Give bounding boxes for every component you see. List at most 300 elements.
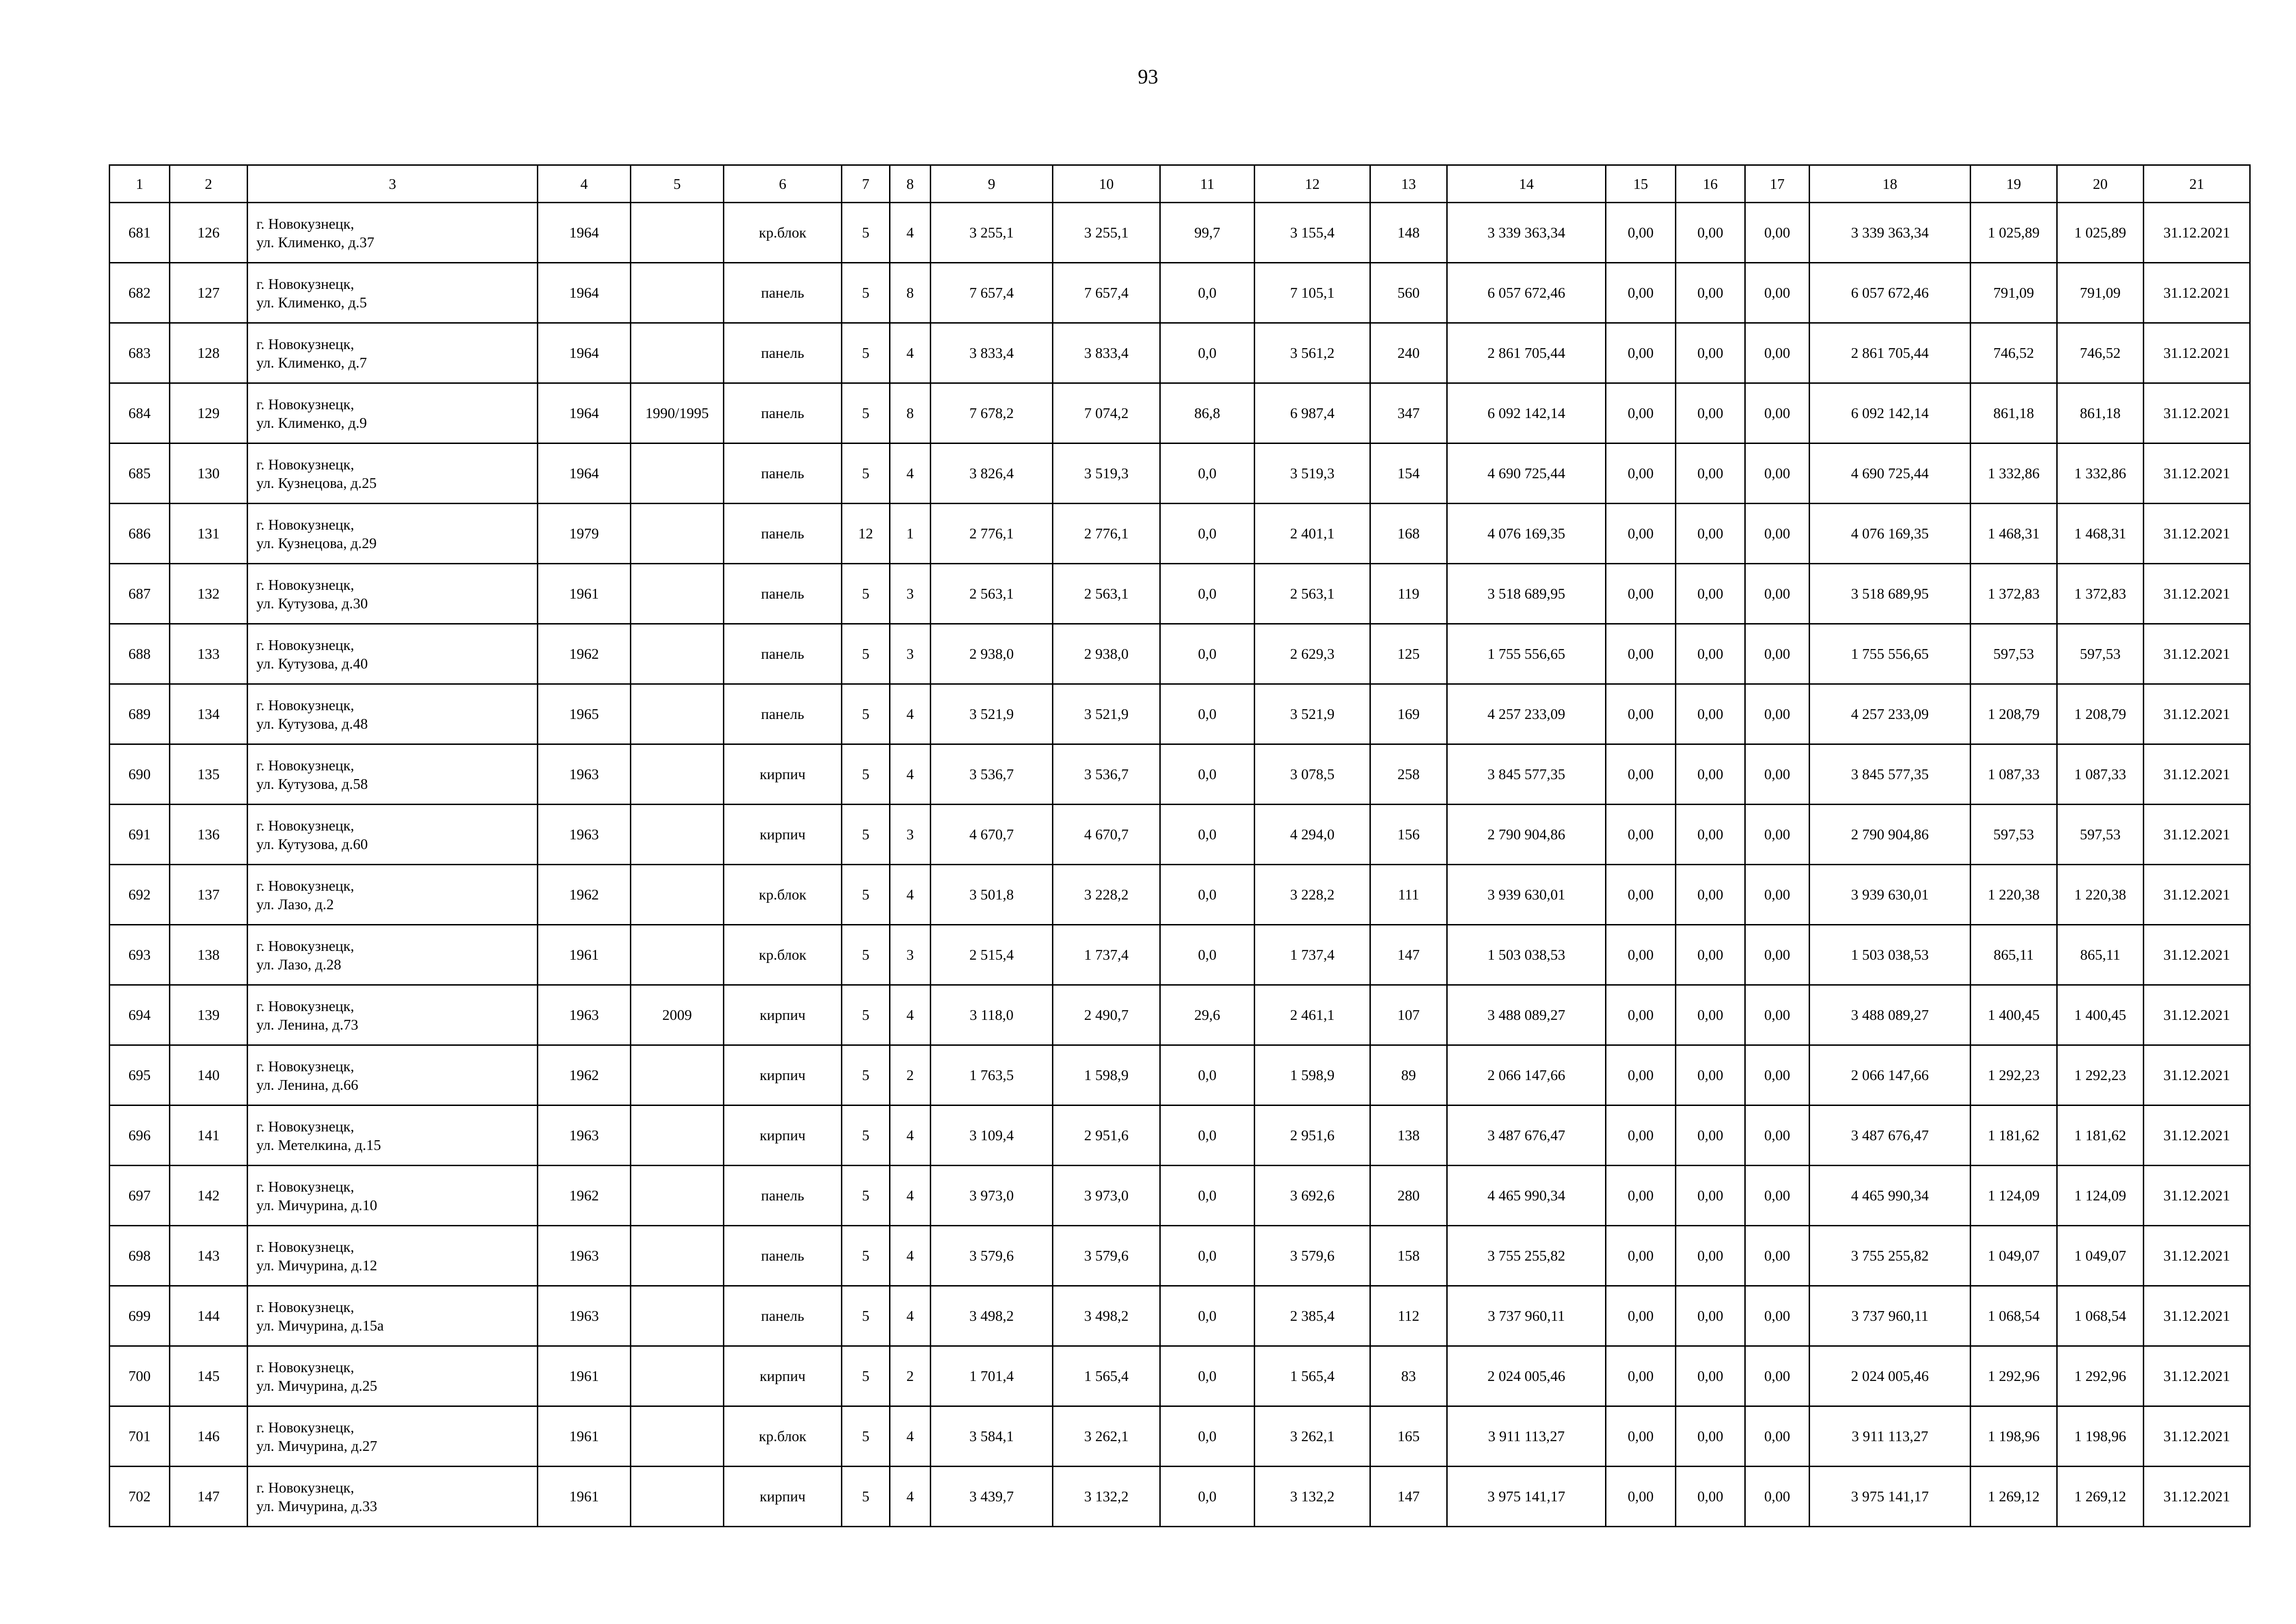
table-cell-col-12: 3 692,6 xyxy=(1255,1166,1370,1226)
table-cell-col-5 xyxy=(631,1226,724,1286)
table-row xyxy=(110,263,2250,323)
address-cell xyxy=(248,504,538,564)
table-cell-col-18: 3 755 255,82 xyxy=(1810,1226,1971,1286)
table-cell-col-16: 0,00 xyxy=(1676,1166,1745,1226)
table-cell-col-7: 12 xyxy=(842,504,890,564)
table-cell-col-2: 135 xyxy=(170,744,248,805)
table-cell-col-12: 6 987,4 xyxy=(1255,383,1370,443)
table-cell-col-15: 0,00 xyxy=(1606,1226,1676,1286)
table-cell-col-18: 3 939 630,01 xyxy=(1810,865,1971,925)
table-cell-col-4: 1963 xyxy=(538,1226,631,1286)
table-cell-col-15: 0,00 xyxy=(1606,263,1676,323)
table-cell-col-2: 140 xyxy=(170,1045,248,1106)
table-cell-col-13: 280 xyxy=(1370,1166,1447,1226)
table-cell-col-7: 5 xyxy=(842,443,890,504)
table-cell-col-1: 702 xyxy=(110,1467,170,1527)
table-cell-col-9: 7 678,2 xyxy=(931,383,1053,443)
table-cell-col-11: 29,6 xyxy=(1160,985,1255,1045)
address-line: г. Новокузнецк, xyxy=(256,1418,355,1436)
column-header-11: 11 xyxy=(1160,165,1255,203)
table-cell-col-7: 5 xyxy=(842,1286,890,1346)
table-cell-col-17: 0,00 xyxy=(1745,383,1810,443)
table-cell-col-7: 5 xyxy=(842,624,890,684)
table-cell-col-12: 3 155,4 xyxy=(1255,203,1370,263)
address-line: ул. Мичурина, д.27 xyxy=(256,1437,377,1454)
table-cell-col-17: 0,00 xyxy=(1745,1166,1810,1226)
table-cell-col-18: 2 861 705,44 xyxy=(1810,323,1971,383)
address-line: г. Новокузнецк, xyxy=(256,335,355,352)
address-cell xyxy=(248,263,538,323)
table-cell-col-13: 347 xyxy=(1370,383,1447,443)
table-row xyxy=(110,865,2250,925)
table-cell-col-19: 597,53 xyxy=(1971,805,2057,865)
table-row xyxy=(110,203,2250,263)
table-cell-col-15: 0,00 xyxy=(1606,624,1676,684)
column-header-6: 6 xyxy=(724,165,842,203)
table-cell-col-9: 7 657,4 xyxy=(931,263,1053,323)
table-cell-col-5 xyxy=(631,1467,724,1527)
table-cell-col-7: 5 xyxy=(842,1106,890,1166)
table-cell-col-14: 6 057 672,46 xyxy=(1447,263,1606,323)
table-cell-col-15: 0,00 xyxy=(1606,564,1676,624)
table-cell-col-5 xyxy=(631,504,724,564)
table-cell-col-12: 3 262,1 xyxy=(1255,1406,1370,1467)
table-cell-col-17: 0,00 xyxy=(1745,1106,1810,1166)
table-cell-col-9: 1 763,5 xyxy=(931,1045,1053,1106)
table-cell-col-1: 687 xyxy=(110,564,170,624)
table-cell-col-11: 0,0 xyxy=(1160,1467,1255,1527)
table-cell-col-5 xyxy=(631,805,724,865)
table-cell-col-2: 142 xyxy=(170,1166,248,1226)
table-cell-col-6: панель xyxy=(724,564,842,624)
table-cell-col-17: 0,00 xyxy=(1745,1406,1810,1467)
table-cell-col-21: 31.12.2021 xyxy=(2144,684,2250,744)
table-cell-col-5 xyxy=(631,624,724,684)
table-cell-col-4: 1962 xyxy=(538,865,631,925)
table-cell-col-19: 791,09 xyxy=(1971,263,2057,323)
table-cell-col-10: 3 498,2 xyxy=(1053,1286,1160,1346)
table-cell-col-16: 0,00 xyxy=(1676,1406,1745,1467)
table-cell-col-8: 4 xyxy=(890,1286,931,1346)
table-cell-col-14: 2 066 147,66 xyxy=(1447,1045,1606,1106)
address-line: ул. Мичурина, д.10 xyxy=(256,1196,377,1213)
table-cell-col-10: 3 519,3 xyxy=(1053,443,1160,504)
table-cell-col-8: 3 xyxy=(890,805,931,865)
table-cell-col-12: 3 228,2 xyxy=(1255,865,1370,925)
table-cell-col-6: кр.блок xyxy=(724,1406,842,1467)
table-cell-col-6: кирпич xyxy=(724,805,842,865)
table-cell-col-12: 4 294,0 xyxy=(1255,805,1370,865)
table-cell-col-6: панель xyxy=(724,443,842,504)
table-cell-col-21: 31.12.2021 xyxy=(2144,443,2250,504)
table-cell-col-8: 1 xyxy=(890,504,931,564)
table-cell-col-20: 865,11 xyxy=(2057,925,2144,985)
table-cell-col-17: 0,00 xyxy=(1745,564,1810,624)
table-cell-col-19: 1 198,96 xyxy=(1971,1406,2057,1467)
table-cell-col-21: 31.12.2021 xyxy=(2144,1106,2250,1166)
table-cell-col-10: 3 262,1 xyxy=(1053,1406,1160,1467)
table-cell-col-5 xyxy=(631,1346,724,1406)
table-cell-col-2: 132 xyxy=(170,564,248,624)
table-cell-col-10: 3 973,0 xyxy=(1053,1166,1160,1226)
table-cell-col-5 xyxy=(631,925,724,985)
table-row xyxy=(110,323,2250,383)
table-cell-col-1: 682 xyxy=(110,263,170,323)
table-cell-col-18: 3 737 960,11 xyxy=(1810,1286,1971,1346)
table-cell-col-5 xyxy=(631,865,724,925)
table-cell-col-18: 3 518 689,95 xyxy=(1810,564,1971,624)
address-cell xyxy=(248,1045,538,1106)
table-cell-col-13: 154 xyxy=(1370,443,1447,504)
header-row xyxy=(110,165,2250,203)
table-cell-col-13: 147 xyxy=(1370,925,1447,985)
table-cell-col-16: 0,00 xyxy=(1676,443,1745,504)
table-cell-col-16: 0,00 xyxy=(1676,263,1745,323)
table-cell-col-19: 1 087,33 xyxy=(1971,744,2057,805)
table-cell-col-14: 1 503 038,53 xyxy=(1447,925,1606,985)
table-cell-col-16: 0,00 xyxy=(1676,383,1745,443)
address-cell xyxy=(248,985,538,1045)
table-cell-col-1: 686 xyxy=(110,504,170,564)
table-row xyxy=(110,925,2250,985)
column-header-4: 4 xyxy=(538,165,631,203)
table-cell-col-10: 2 776,1 xyxy=(1053,504,1160,564)
table-cell-col-16: 0,00 xyxy=(1676,1226,1745,1286)
table-cell-col-13: 169 xyxy=(1370,684,1447,744)
table-cell-col-12: 3 561,2 xyxy=(1255,323,1370,383)
address-line: г. Новокузнецк, xyxy=(256,576,355,593)
column-header-20: 20 xyxy=(2057,165,2144,203)
table-cell-col-8: 4 xyxy=(890,865,931,925)
table-cell-col-8: 4 xyxy=(890,1106,931,1166)
table-cell-col-16: 0,00 xyxy=(1676,323,1745,383)
table-cell-col-2: 145 xyxy=(170,1346,248,1406)
address-line: г. Новокузнецк, xyxy=(256,1118,355,1135)
table-cell-col-2: 143 xyxy=(170,1226,248,1286)
table-cell-col-19: 1 292,23 xyxy=(1971,1045,2057,1106)
table-cell-col-10: 7 074,2 xyxy=(1053,383,1160,443)
table-cell-col-15: 0,00 xyxy=(1606,203,1676,263)
table-cell-col-4: 1964 xyxy=(538,323,631,383)
table-cell-col-13: 111 xyxy=(1370,865,1447,925)
table-cell-col-12: 2 401,1 xyxy=(1255,504,1370,564)
table-cell-col-1: 683 xyxy=(110,323,170,383)
address-line: ул. Мичурина, д.12 xyxy=(256,1256,377,1274)
table-cell-col-15: 0,00 xyxy=(1606,1346,1676,1406)
table-cell-col-1: 696 xyxy=(110,1106,170,1166)
table-cell-col-5 xyxy=(631,1106,724,1166)
table-cell-col-14: 4 690 725,44 xyxy=(1447,443,1606,504)
table-cell-col-8: 8 xyxy=(890,263,931,323)
table-cell-col-15: 0,00 xyxy=(1606,985,1676,1045)
table-cell-col-7: 5 xyxy=(842,1467,890,1527)
table-cell-col-11: 0,0 xyxy=(1160,684,1255,744)
address-line: г. Новокузнецк, xyxy=(256,395,355,412)
column-header-15: 15 xyxy=(1606,165,1676,203)
table-cell-col-11: 86,8 xyxy=(1160,383,1255,443)
table-cell-col-18: 2 066 147,66 xyxy=(1810,1045,1971,1106)
table-cell-col-8: 4 xyxy=(890,443,931,504)
table-cell-col-19: 597,53 xyxy=(1971,624,2057,684)
address-line: ул. Мичурина, д.25 xyxy=(256,1377,377,1394)
table-cell-col-21: 31.12.2021 xyxy=(2144,564,2250,624)
table-cell-col-9: 3 501,8 xyxy=(931,865,1053,925)
table-cell-col-4: 1963 xyxy=(538,1286,631,1346)
table-cell-col-2: 147 xyxy=(170,1467,248,1527)
housing-register-table xyxy=(109,164,2251,1527)
table-cell-col-6: кр.блок xyxy=(724,203,842,263)
table-cell-col-10: 3 255,1 xyxy=(1053,203,1160,263)
table-cell-col-1: 688 xyxy=(110,624,170,684)
table-cell-col-21: 31.12.2021 xyxy=(2144,323,2250,383)
table-cell-col-12: 3 579,6 xyxy=(1255,1226,1370,1286)
table-cell-col-17: 0,00 xyxy=(1745,1286,1810,1346)
table-cell-col-11: 0,0 xyxy=(1160,323,1255,383)
table-cell-col-12: 1 598,9 xyxy=(1255,1045,1370,1106)
table-cell-col-14: 3 737 960,11 xyxy=(1447,1286,1606,1346)
table-cell-col-19: 1 292,96 xyxy=(1971,1346,2057,1406)
table-cell-col-9: 2 938,0 xyxy=(931,624,1053,684)
table-cell-col-1: 694 xyxy=(110,985,170,1045)
table-cell-col-12: 2 629,3 xyxy=(1255,624,1370,684)
table-cell-col-4: 1961 xyxy=(538,925,631,985)
table-cell-col-10: 1 565,4 xyxy=(1053,1346,1160,1406)
address-cell xyxy=(248,383,538,443)
table-cell-col-8: 4 xyxy=(890,985,931,1045)
table-cell-col-13: 560 xyxy=(1370,263,1447,323)
table-cell-col-13: 148 xyxy=(1370,203,1447,263)
table-cell-col-14: 3 339 363,34 xyxy=(1447,203,1606,263)
table-cell-col-13: 112 xyxy=(1370,1286,1447,1346)
table-cell-col-19: 1 025,89 xyxy=(1971,203,2057,263)
table-cell-col-2: 146 xyxy=(170,1406,248,1467)
table-cell-col-11: 0,0 xyxy=(1160,865,1255,925)
table-cell-col-10: 1 737,4 xyxy=(1053,925,1160,985)
table-row xyxy=(110,443,2250,504)
table-cell-col-21: 31.12.2021 xyxy=(2144,865,2250,925)
table-cell-col-9: 3 109,4 xyxy=(931,1106,1053,1166)
table-cell-col-6: панель xyxy=(724,1286,842,1346)
table-cell-col-20: 1 087,33 xyxy=(2057,744,2144,805)
column-header-18: 18 xyxy=(1810,165,1971,203)
table-cell-col-20: 1 181,62 xyxy=(2057,1106,2144,1166)
table-cell-col-21: 31.12.2021 xyxy=(2144,1467,2250,1527)
table-cell-col-4: 1962 xyxy=(538,624,631,684)
table-cell-col-17: 0,00 xyxy=(1745,985,1810,1045)
column-header-14: 14 xyxy=(1447,165,1606,203)
table-cell-col-9: 3 833,4 xyxy=(931,323,1053,383)
table-cell-col-15: 0,00 xyxy=(1606,323,1676,383)
table-cell-col-9: 2 776,1 xyxy=(931,504,1053,564)
table-cell-col-8: 3 xyxy=(890,564,931,624)
table-cell-col-18: 1 755 556,65 xyxy=(1810,624,1971,684)
table-cell-col-13: 258 xyxy=(1370,744,1447,805)
table-cell-col-12: 7 105,1 xyxy=(1255,263,1370,323)
table-cell-col-20: 791,09 xyxy=(2057,263,2144,323)
table-cell-col-6: кирпич xyxy=(724,1467,842,1527)
table-row xyxy=(110,805,2250,865)
address-line: г. Новокузнецк, xyxy=(256,997,355,1014)
table-cell-col-18: 3 975 141,17 xyxy=(1810,1467,1971,1527)
table-cell-col-12: 3 132,2 xyxy=(1255,1467,1370,1527)
table-cell-col-21: 31.12.2021 xyxy=(2144,203,2250,263)
table-cell-col-6: кирпич xyxy=(724,985,842,1045)
table-cell-col-9: 3 579,6 xyxy=(931,1226,1053,1286)
table-cell-col-8: 4 xyxy=(890,1467,931,1527)
table-cell-col-17: 0,00 xyxy=(1745,1467,1810,1527)
table-cell-col-2: 137 xyxy=(170,865,248,925)
table-cell-col-1: 695 xyxy=(110,1045,170,1106)
column-header-3: 3 xyxy=(248,165,538,203)
address-line: г. Новокузнецк, xyxy=(256,1358,355,1375)
table-cell-col-16: 0,00 xyxy=(1676,684,1745,744)
table-cell-col-14: 3 755 255,82 xyxy=(1447,1226,1606,1286)
address-cell xyxy=(248,865,538,925)
address-line: ул. Метелкина, д.15 xyxy=(256,1136,381,1153)
table-cell-col-13: 125 xyxy=(1370,624,1447,684)
table-cell-col-18: 6 092 142,14 xyxy=(1810,383,1971,443)
table-cell-col-10: 3 833,4 xyxy=(1053,323,1160,383)
table-cell-col-14: 1 755 556,65 xyxy=(1447,624,1606,684)
table-cell-col-8: 3 xyxy=(890,624,931,684)
table-cell-col-17: 0,00 xyxy=(1745,323,1810,383)
table-cell-col-4: 1964 xyxy=(538,383,631,443)
table-cell-col-4: 1964 xyxy=(538,263,631,323)
table-cell-col-13: 165 xyxy=(1370,1406,1447,1467)
table-cell-col-14: 4 076 169,35 xyxy=(1447,504,1606,564)
table-cell-col-11: 0,0 xyxy=(1160,1406,1255,1467)
address-cell xyxy=(248,323,538,383)
table-cell-col-11: 0,0 xyxy=(1160,1045,1255,1106)
table-cell-col-7: 5 xyxy=(842,925,890,985)
address-cell xyxy=(248,203,538,263)
table-cell-col-8: 4 xyxy=(890,1226,931,1286)
table-cell-col-15: 0,00 xyxy=(1606,925,1676,985)
table-cell-col-11: 0,0 xyxy=(1160,1346,1255,1406)
table-cell-col-19: 1 220,38 xyxy=(1971,865,2057,925)
table-cell-col-10: 3 579,6 xyxy=(1053,1226,1160,1286)
table-cell-col-21: 31.12.2021 xyxy=(2144,624,2250,684)
table-cell-col-19: 1 068,54 xyxy=(1971,1286,2057,1346)
column-header-12: 12 xyxy=(1255,165,1370,203)
table-cell-col-14: 3 975 141,17 xyxy=(1447,1467,1606,1527)
table-cell-col-5 xyxy=(631,1286,724,1346)
table-cell-col-4: 1963 xyxy=(538,805,631,865)
address-cell xyxy=(248,1467,538,1527)
table-cell-col-19: 1 332,86 xyxy=(1971,443,2057,504)
table-cell-col-13: 168 xyxy=(1370,504,1447,564)
table-cell-col-16: 0,00 xyxy=(1676,925,1745,985)
table-cell-col-9: 3 521,9 xyxy=(931,684,1053,744)
address-cell xyxy=(248,1286,538,1346)
table-cell-col-20: 746,52 xyxy=(2057,323,2144,383)
table-cell-col-11: 0,0 xyxy=(1160,564,1255,624)
address-cell xyxy=(248,744,538,805)
table-cell-col-7: 5 xyxy=(842,1346,890,1406)
table-cell-col-4: 1963 xyxy=(538,1106,631,1166)
table-cell-col-10: 4 670,7 xyxy=(1053,805,1160,865)
address-cell xyxy=(248,1166,538,1226)
table-cell-col-20: 1 025,89 xyxy=(2057,203,2144,263)
table-cell-col-4: 1979 xyxy=(538,504,631,564)
table-cell-col-8: 4 xyxy=(890,744,931,805)
table-cell-col-1: 685 xyxy=(110,443,170,504)
column-header-19: 19 xyxy=(1971,165,2057,203)
table-cell-col-10: 2 490,7 xyxy=(1053,985,1160,1045)
table-cell-col-19: 1 372,83 xyxy=(1971,564,2057,624)
table-cell-col-17: 0,00 xyxy=(1745,1226,1810,1286)
table-cell-col-11: 0,0 xyxy=(1160,744,1255,805)
table-cell-col-21: 31.12.2021 xyxy=(2144,504,2250,564)
address-cell xyxy=(248,443,538,504)
address-cell xyxy=(248,684,538,744)
table-cell-col-2: 136 xyxy=(170,805,248,865)
column-header-17: 17 xyxy=(1745,165,1810,203)
table-cell-col-9: 2 515,4 xyxy=(931,925,1053,985)
table-cell-col-2: 133 xyxy=(170,624,248,684)
table-cell-col-17: 0,00 xyxy=(1745,443,1810,504)
table-cell-col-16: 0,00 xyxy=(1676,624,1745,684)
address-line: г. Новокузнецк, xyxy=(256,1479,355,1496)
page-number: 93 xyxy=(1138,65,1158,88)
address-cell xyxy=(248,925,538,985)
table-cell-col-20: 1 220,38 xyxy=(2057,865,2144,925)
table-cell-col-10: 3 536,7 xyxy=(1053,744,1160,805)
table-cell-col-19: 865,11 xyxy=(1971,925,2057,985)
table-cell-col-4: 1961 xyxy=(538,1346,631,1406)
table-cell-col-21: 31.12.2021 xyxy=(2144,1346,2250,1406)
address-cell xyxy=(248,1106,538,1166)
table-row xyxy=(110,1406,2250,1467)
table-cell-col-12: 2 563,1 xyxy=(1255,564,1370,624)
table-row xyxy=(110,1286,2250,1346)
table-cell-col-20: 1 049,07 xyxy=(2057,1226,2144,1286)
table-cell-col-2: 130 xyxy=(170,443,248,504)
table-cell-col-16: 0,00 xyxy=(1676,1467,1745,1527)
table-cell-col-15: 0,00 xyxy=(1606,1045,1676,1106)
table-cell-col-17: 0,00 xyxy=(1745,805,1810,865)
table-cell-col-16: 0,00 xyxy=(1676,1106,1745,1166)
column-header-8: 8 xyxy=(890,165,931,203)
table-row xyxy=(110,744,2250,805)
table-cell-col-18: 3 487 676,47 xyxy=(1810,1106,1971,1166)
address-line: г. Новокузнецк, xyxy=(256,456,355,473)
table-cell-col-19: 1 400,45 xyxy=(1971,985,2057,1045)
table-cell-col-16: 0,00 xyxy=(1676,1346,1745,1406)
table-cell-col-17: 0,00 xyxy=(1745,263,1810,323)
table-cell-col-2: 126 xyxy=(170,203,248,263)
table-row xyxy=(110,1106,2250,1166)
table-cell-col-6: кирпич xyxy=(724,1106,842,1166)
table-cell-col-14: 2 861 705,44 xyxy=(1447,323,1606,383)
table-cell-col-16: 0,00 xyxy=(1676,203,1745,263)
table-cell-col-8: 4 xyxy=(890,203,931,263)
table-cell-col-9: 3 973,0 xyxy=(931,1166,1053,1226)
table-cell-col-5: 2009 xyxy=(631,985,724,1045)
table-cell-col-20: 861,18 xyxy=(2057,383,2144,443)
table-cell-col-11: 0,0 xyxy=(1160,1166,1255,1226)
address-line: ул. Клименко, д.9 xyxy=(256,414,367,431)
address-line: ул. Кузнецова, д.29 xyxy=(256,534,377,551)
table-cell-col-17: 0,00 xyxy=(1745,203,1810,263)
table-cell-col-11: 0,0 xyxy=(1160,1226,1255,1286)
table-cell-col-10: 2 563,1 xyxy=(1053,564,1160,624)
table-cell-col-19: 1 124,09 xyxy=(1971,1166,2057,1226)
table-cell-col-14: 2 024 005,46 xyxy=(1447,1346,1606,1406)
table-cell-col-13: 89 xyxy=(1370,1045,1447,1106)
table-cell-col-16: 0,00 xyxy=(1676,865,1745,925)
table-cell-col-10: 7 657,4 xyxy=(1053,263,1160,323)
